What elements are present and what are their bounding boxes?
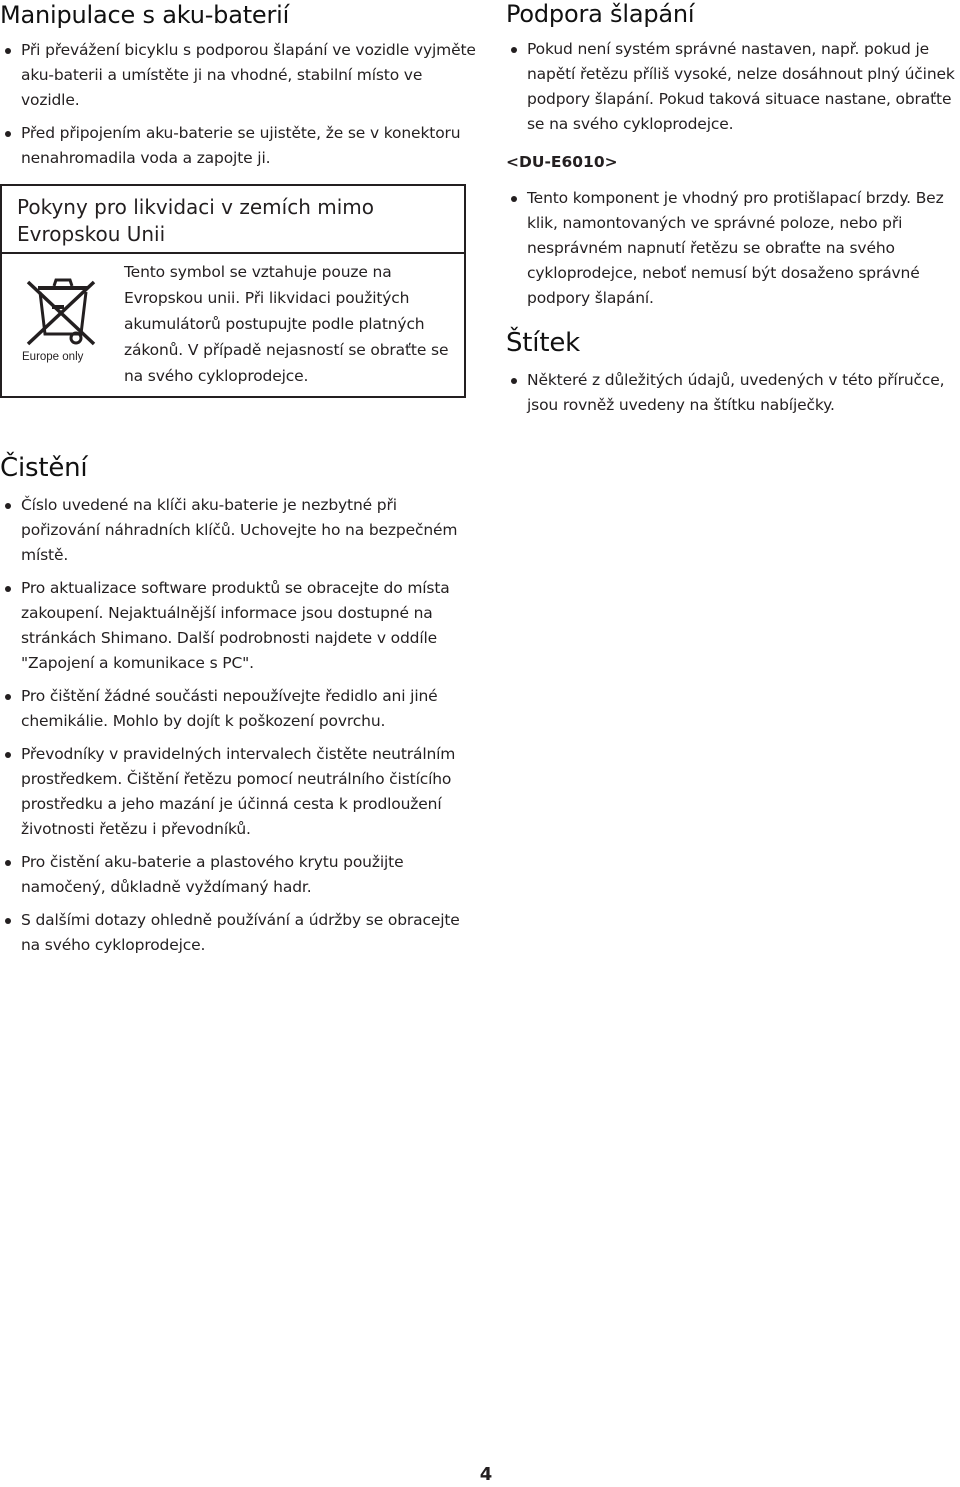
cleaning-heading: Čistění: [0, 453, 88, 483]
cleaning-section: [0, 452, 478, 958]
list-item: Tento komponent je vhodný pro protišlapací brzdy. Bez klik, namontovaných ve správné poloze, nebo při nesprávném napnutí řetězu se obraťte na svého cykloprodejce, neboť nemusí být dosaženo správné podpory šlapání.: [506, 186, 960, 311]
label-list: [506, 368, 960, 418]
battery-handling-list: [0, 38, 478, 171]
list-item: Převodníky v pravidelných intervalech čistěte neutrálním prostředkem. Čištění řetězu pomocí neutrálního čistícího prostředku a jeho mazání je účinná cesta k prodloužení životnosti řetězu i převodníků.: [0, 742, 478, 842]
model-note-list: [506, 186, 960, 311]
disposal-heading: Pokyny pro likvidaci v zemích mimo Evropskou Unii: [17, 195, 375, 246]
left-column: [0, 0, 478, 385]
list-item: Číslo uvedené na klíči aku-baterie je nezbytné při pořizování náhradních klíčů. Uchovejte ho na bezpečném místě.: [0, 493, 478, 568]
list-item: Pro čistění aku-baterie a plastového krytu použijte namočený, důkladně vyždímaný hadr.: [0, 850, 478, 900]
list-item: Některé z důležitých údajů, uvedených v této příručce, jsou rovněž uvedeny na štítku nabíječky.: [506, 368, 960, 418]
crossed-out-wheelie-bin-icon: [18, 272, 104, 368]
cleaning-list: [0, 493, 478, 958]
battery-handling-heading: Manipulace s aku-baterií: [0, 1, 290, 29]
list-item: Při převážení bicyklu s podporou šlapání ve vozidle vyjměte aku-baterii a umístěte ji na vhodné, stabilní místo ve vozidle.: [0, 38, 478, 113]
list-item: Pokud není systém správné nastaven, např. pokud je napětí řetězu příliš vysoké, nelze dosáhnout plný účinek podpory šlapání. Pokud taková situace nastane, obraťte se na svého cykloprodejce.: [506, 37, 960, 137]
list-item: Před připojením aku-baterie se ujistěte, že se v konektoru nenahromadila voda a zapojte ji.: [0, 121, 478, 171]
page-number: 4: [479, 1464, 493, 1485]
right-column: [506, 0, 960, 418]
disposal-divider: [2, 252, 464, 254]
list-item: Pro aktualizace software produktů se obracejte do místa zakoupení. Nejaktuálnější informace jsou dostupné na stránkách Shimano. Další podrobnosti najdete v oddíle "Zapojení a komunikace s PC".: [0, 576, 478, 676]
pedal-assist-heading: Podpora šlapání: [506, 0, 695, 28]
disposal-text: Tento symbol se vztahuje pouze na Evropskou unii. Při likvidaci použitých akumulátorů postupujte podle platných zákonů. V případě nejasností se obraťte se na svého cykloprodejce.: [124, 263, 449, 385]
list-item: Pro čištění žádné součásti nepoužívejte ředidlo ani jiné chemikálie. Mohlo by dojít k poškození povrchu.: [0, 684, 478, 734]
symbol-caption: Europe only: [22, 351, 84, 363]
label-heading: Štítek: [506, 328, 580, 358]
disposal-notice-box: [0, 184, 466, 398]
list-item: S dalšími dotazy ohledně používání a údržby se obracejte na svého cykloprodejce.: [0, 908, 478, 958]
model-label: <DU-E6010>: [506, 153, 618, 171]
pedal-assist-list: [506, 37, 960, 137]
